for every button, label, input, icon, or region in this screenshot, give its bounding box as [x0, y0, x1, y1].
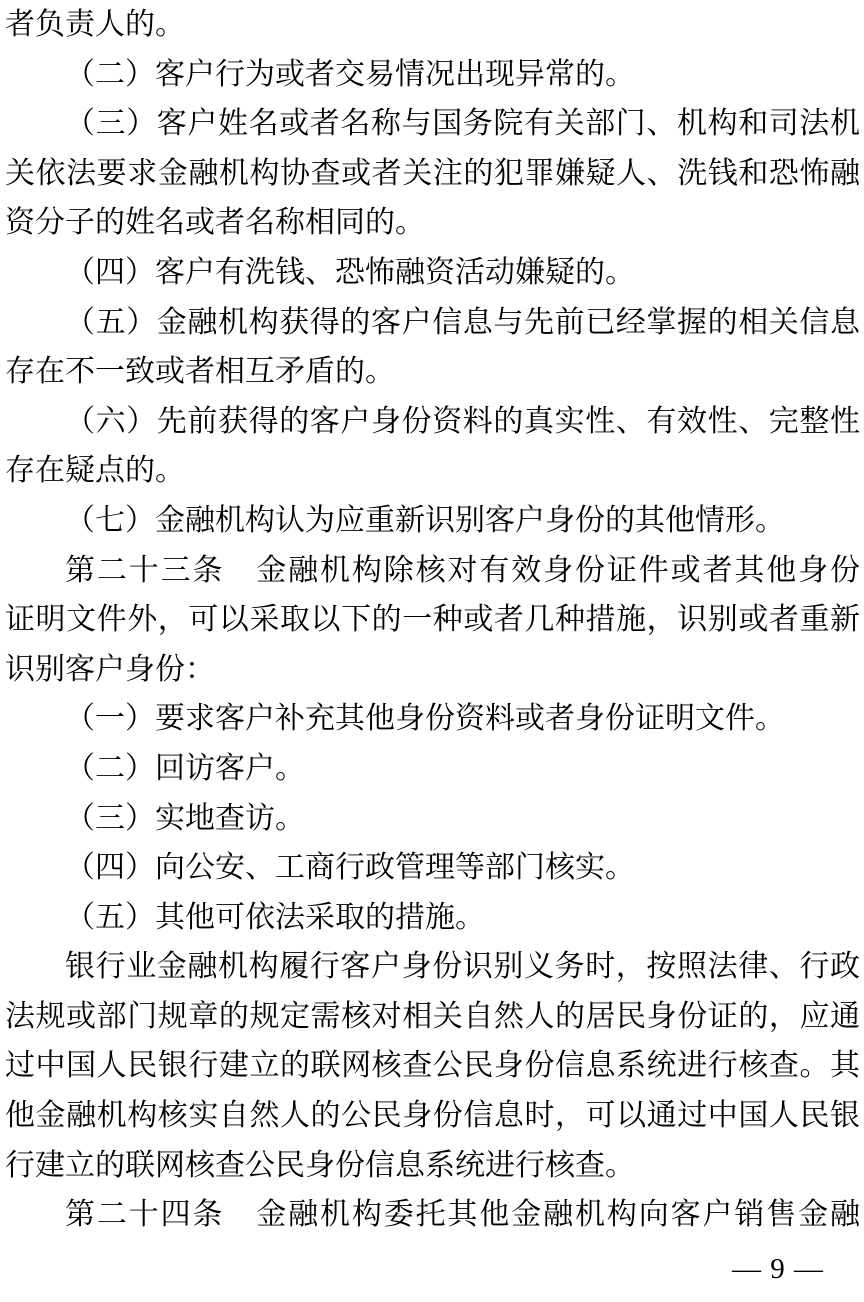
text-line: 第二十三条 金融机构除核对有效身份证件或者其他身份	[65, 553, 860, 587]
text-line: 者负责人的。	[5, 8, 185, 41]
text-line: 证明文件外，可以采取以下的一种或者几种措施，识别或者重新	[5, 603, 860, 637]
text-line: （三）客户姓名或者名称与国务院有关部门、机构和司法机	[65, 107, 860, 141]
text-line: （三）实地查访。	[65, 801, 305, 835]
text-line: （七）金融机构认为应重新识别客户身份的其他情形。	[65, 503, 785, 537]
page-number: — 9 —	[732, 1253, 824, 1285]
text-line: （四）向公安、工商行政管理等部门核实。	[65, 851, 635, 885]
text-line: （六）先前获得的客户身份资料的真实性、有效性、完整性	[65, 404, 860, 438]
text-line: （五）金融机构获得的客户信息与先前已经掌握的相关信息	[65, 305, 860, 339]
text-line: 第二十四条 金融机构委托其他金融机构向客户销售金融	[65, 1198, 860, 1232]
text-line: （四）客户有洗钱、恐怖融资活动嫌疑的。	[65, 255, 635, 289]
text-line: 他金融机构核实自然人的公民身份信息时，可以通过中国人民银	[5, 1099, 860, 1133]
text-line: 存在不一致或者相互矛盾的。	[5, 355, 395, 389]
text-line: （二）客户行为或者交易情况出现异常的。	[65, 57, 635, 91]
text-line: 银行业金融机构履行客户身份识别义务时，按照法律、行政	[65, 950, 860, 984]
text-line: 行建立的联网核查公民身份信息系统进行核查。	[5, 1148, 635, 1182]
text-line: （二）回访客户。	[65, 751, 305, 785]
text-line: 过中国人民银行建立的联网核查公民身份信息系统进行核查。其	[5, 1049, 860, 1083]
text-line: 识别客户身份：	[5, 652, 215, 686]
text-line: （一）要求客户补充其他身份资料或者身份证明文件。	[65, 702, 785, 736]
text-line: 资分子的姓名或者名称相同的。	[5, 206, 425, 240]
text-line: 法规或部门规章的规定需核对相关自然人的居民身份证的，应通	[5, 999, 860, 1033]
text-line: 关依法要求金融机构协查或者关注的犯罪嫌疑人、洗钱和恐怖融	[5, 156, 860, 190]
text-line: 存在疑点的。	[5, 454, 185, 488]
document-lines	[5, 0, 860, 1240]
text-line: （五）其他可依法采取的措施。	[65, 900, 485, 934]
